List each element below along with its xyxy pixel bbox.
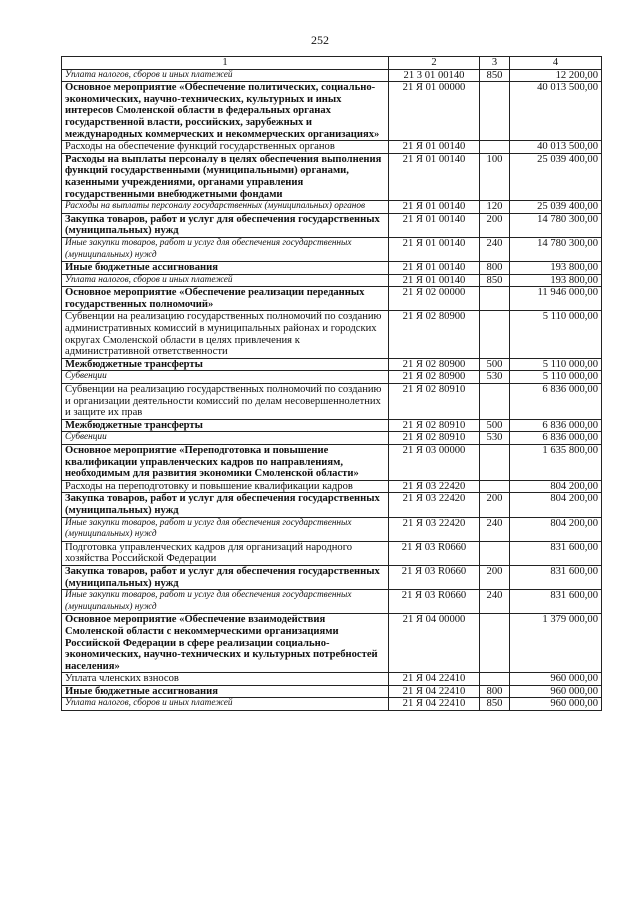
row-expense-type: 500 (480, 358, 510, 371)
row-expense-type (480, 541, 510, 565)
row-name: Иные закупки товаров, работ и услуг для обеспечения государственных (муниципальных) нужд (62, 590, 389, 614)
row-expense-type (480, 141, 510, 154)
row-name: Межбюджетные трансферты (62, 358, 389, 371)
row-name: Расходы на обеспечение функций государственных органов (62, 141, 389, 154)
row-expense-type: 800 (480, 685, 510, 698)
table-row (62, 153, 602, 200)
row-amount: 831 600,00 (510, 541, 602, 565)
row-amount: 960 000,00 (510, 673, 602, 686)
row-expense-type: 850 (480, 274, 510, 287)
header-col-2: 2 (389, 57, 480, 70)
row-code: 21 Я 02 80900 (389, 371, 480, 384)
table-row (62, 432, 602, 445)
row-amount: 804 200,00 (510, 493, 602, 517)
row-code: 21 Я 04 22410 (389, 673, 480, 686)
row-name: Основное мероприятие «Обеспечение политических, социально-экономических, научно-технических, культурных и иных интересов Смоленской области в федеральных органах государственной власти, российских, зарубежных и международных коммерческих и некоммерческих организациях» (62, 82, 389, 141)
row-amount: 25 039 400,00 (510, 153, 602, 200)
row-code: 21 Я 01 00000 (389, 82, 480, 141)
row-amount: 960 000,00 (510, 685, 602, 698)
row-expense-type: 240 (480, 590, 510, 614)
table-row (62, 480, 602, 493)
row-code: 21 Я 01 00140 (389, 141, 480, 154)
row-code: 21 Я 01 00140 (389, 201, 480, 214)
row-amount: 40 013 500,00 (510, 82, 602, 141)
row-amount: 193 800,00 (510, 262, 602, 275)
row-name: Межбюджетные трансферты (62, 419, 389, 432)
row-amount: 193 800,00 (510, 274, 602, 287)
row-code: 21 Я 02 80900 (389, 358, 480, 371)
row-name: Подготовка управленческих кадров для организаций народного хозяйства Российской Федерации (62, 541, 389, 565)
row-expense-type (480, 82, 510, 141)
header-col-1: 1 (62, 57, 389, 70)
row-expense-type (480, 311, 510, 358)
row-name: Иные бюджетные ассигнования (62, 685, 389, 698)
row-code: 21 Я 04 22410 (389, 685, 480, 698)
table-row (62, 590, 602, 614)
row-code: 21 Я 02 80910 (389, 419, 480, 432)
row-amount: 831 600,00 (510, 590, 602, 614)
table-header-row (62, 57, 602, 70)
row-name: Уплата налогов, сборов и иных платежей (62, 698, 389, 711)
row-name: Расходы на выплаты персоналу в целях обеспечения выполнения функций государственными (муниципальными) органами, казенными учреждениями, органами управления государственными внебюджетными фондами (62, 153, 389, 200)
table-row (62, 358, 602, 371)
row-code: 21 Я 04 00000 (389, 614, 480, 673)
header-col-3: 3 (480, 57, 510, 70)
row-expense-type (480, 384, 510, 420)
row-amount: 12 200,00 (510, 69, 602, 82)
table-row (62, 201, 602, 214)
row-name: Иные закупки товаров, работ и услуг для обеспечения государственных (муниципальных) нужд (62, 237, 389, 261)
row-amount: 5 110 000,00 (510, 371, 602, 384)
row-expense-type: 200 (480, 493, 510, 517)
row-code: 21 Я 02 00000 (389, 287, 480, 311)
table-row (62, 287, 602, 311)
row-name: Закупка товаров, работ и услуг для обеспечения государственных (муниципальных) нужд (62, 565, 389, 589)
row-name: Уплата налогов, сборов и иных платежей (62, 69, 389, 82)
row-amount: 1 379 000,00 (510, 614, 602, 673)
row-code: 21 Я 02 80900 (389, 311, 480, 358)
row-code: 21 Я 03 R0660 (389, 565, 480, 589)
row-code: 21 Я 01 00140 (389, 262, 480, 275)
row-name: Субвенции (62, 371, 389, 384)
row-expense-type (480, 287, 510, 311)
row-amount: 831 600,00 (510, 565, 602, 589)
table-row (62, 237, 602, 261)
row-name: Расходы на выплаты персоналу государственных (муниципальных) органов (62, 201, 389, 214)
row-amount: 960 000,00 (510, 698, 602, 711)
row-code: 21 Я 02 80910 (389, 432, 480, 445)
row-name: Субвенции на реализацию государственных полномочий по созданию и организации деятельности комиссий по делам несовершеннолетних и защите их прав (62, 384, 389, 420)
row-name: Иные бюджетные ассигнования (62, 262, 389, 275)
table-row (62, 371, 602, 384)
row-amount: 1 635 800,00 (510, 445, 602, 481)
row-name: Закупка товаров, работ и услуг для обеспечения государственных (муниципальных) нужд (62, 213, 389, 237)
header-col-4: 4 (510, 57, 602, 70)
row-expense-type: 500 (480, 419, 510, 432)
row-code: 21 Я 03 R0660 (389, 541, 480, 565)
table-row (62, 213, 602, 237)
table-row (62, 262, 602, 275)
page-number: 252 (311, 33, 329, 47)
table-row (62, 141, 602, 154)
row-expense-type: 200 (480, 213, 510, 237)
table-row (62, 274, 602, 287)
row-name: Расходы на переподготовку и повышение квалификации кадров (62, 480, 389, 493)
row-name: Основное мероприятие «Переподготовка и повышение квалификации управленческих кадров по направлениям, необходимым для развития экономики Смоленской области» (62, 445, 389, 481)
row-name: Закупка товаров, работ и услуг для обеспечения государственных (муниципальных) нужд (62, 493, 389, 517)
row-expense-type: 850 (480, 69, 510, 82)
table-row (62, 311, 602, 358)
table-row (62, 384, 602, 420)
row-amount: 6 836 000,00 (510, 384, 602, 420)
table-row (62, 69, 602, 82)
table-body (62, 69, 602, 710)
row-amount: 6 836 000,00 (510, 432, 602, 445)
row-amount: 6 836 000,00 (510, 419, 602, 432)
row-amount: 11 946 000,00 (510, 287, 602, 311)
row-expense-type: 120 (480, 201, 510, 214)
row-name: Иные закупки товаров, работ и услуг для обеспечения государственных (муниципальных) нужд (62, 517, 389, 541)
row-name: Субвенции (62, 432, 389, 445)
row-code: 21 Я 02 80910 (389, 384, 480, 420)
row-amount: 14 780 300,00 (510, 213, 602, 237)
table-row (62, 673, 602, 686)
table-row (62, 541, 602, 565)
row-name: Уплата налогов, сборов и иных платежей (62, 274, 389, 287)
row-amount: 804 200,00 (510, 517, 602, 541)
row-code: 21 Я 01 00140 (389, 153, 480, 200)
row-code: 21 Я 01 00140 (389, 274, 480, 287)
row-expense-type (480, 480, 510, 493)
row-expense-type (480, 614, 510, 673)
table-row (62, 419, 602, 432)
row-expense-type: 530 (480, 371, 510, 384)
row-amount: 25 039 400,00 (510, 201, 602, 214)
row-code: 21 Я 04 22410 (389, 698, 480, 711)
row-code: 21 Я 03 22420 (389, 517, 480, 541)
row-amount: 804 200,00 (510, 480, 602, 493)
row-code: 21 Я 01 00140 (389, 213, 480, 237)
budget-table (61, 56, 602, 711)
row-expense-type (480, 673, 510, 686)
row-expense-type: 200 (480, 565, 510, 589)
row-name: Субвенции на реализацию государственных полномочий по созданию административных комиссий в муниципальных районах и городских округах Смоленской области в целях привлечения к административной ответственности (62, 311, 389, 358)
row-expense-type: 100 (480, 153, 510, 200)
table-row (62, 517, 602, 541)
row-expense-type (480, 445, 510, 481)
table-row (62, 82, 602, 141)
row-code: 21 Я 03 22420 (389, 493, 480, 517)
table-row (62, 565, 602, 589)
table-row (62, 614, 602, 673)
row-expense-type: 240 (480, 517, 510, 541)
row-code: 21 Я 03 00000 (389, 445, 480, 481)
row-code: 21 Я 01 00140 (389, 237, 480, 261)
table-row (62, 493, 602, 517)
row-name: Уплата членских взносов (62, 673, 389, 686)
row-amount: 14 780 300,00 (510, 237, 602, 261)
row-expense-type: 530 (480, 432, 510, 445)
row-code: 21 Я 03 R0660 (389, 590, 480, 614)
row-name: Основное мероприятие «Обеспечение взаимодействия Смоленской области с некоммерческими организациями Российской Федерации в сфере реализации социально-экономических, научно-технических и культурных потребностей населения» (62, 614, 389, 673)
row-expense-type: 800 (480, 262, 510, 275)
row-code: 21 3 01 00140 (389, 69, 480, 82)
row-expense-type: 240 (480, 237, 510, 261)
row-amount: 5 110 000,00 (510, 311, 602, 358)
row-expense-type: 850 (480, 698, 510, 711)
row-amount: 5 110 000,00 (510, 358, 602, 371)
row-code: 21 Я 03 22420 (389, 480, 480, 493)
table-row (62, 445, 602, 481)
table-row (62, 685, 602, 698)
row-amount: 40 013 500,00 (510, 141, 602, 154)
table-row (62, 698, 602, 711)
row-name: Основное мероприятие «Обеспечение реализации переданных государственных полномочий» (62, 287, 389, 311)
